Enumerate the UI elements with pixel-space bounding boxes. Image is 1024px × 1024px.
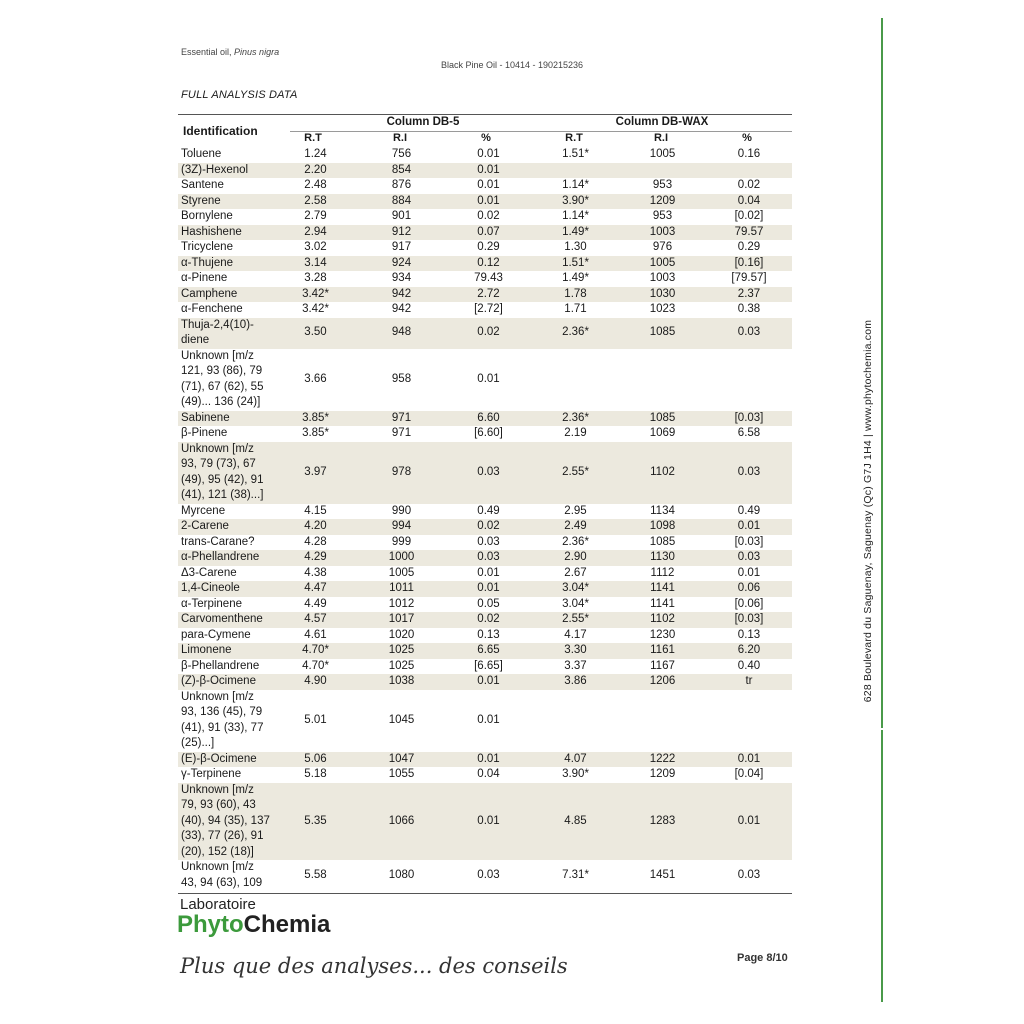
cell-pct-dbwax <box>706 349 792 411</box>
cell-rt-dbwax: 2.67 <box>564 566 587 579</box>
cell-rt-dbwax: 1.78 <box>532 287 619 303</box>
table-row <box>178 318 792 349</box>
table-row <box>178 349 792 411</box>
cell-pct-db5: 0.02 <box>445 519 532 535</box>
cell-ri-db5: 854 <box>358 163 445 179</box>
cell-rt-dbwax: 1.14* <box>562 210 589 222</box>
table-row <box>178 690 792 752</box>
cell-pct-dbwax: 0.13 <box>737 628 761 641</box>
cell-pct-dbwax: tr <box>706 674 792 690</box>
cell-pct-db5: 0.02 <box>445 612 532 628</box>
compound-name: Unknown [m/z 121, 93 (86), 79 (71), 67 (62), 55 (49)... 136 (24)] <box>181 349 264 408</box>
cell-pct-db5: 0.02 <box>445 318 532 349</box>
cell-rt-db5: 4.15 <box>304 504 327 517</box>
cell-ri-db5: 917 <box>391 241 412 253</box>
compound-name: Sabinene <box>178 411 273 427</box>
table-row <box>178 674 792 690</box>
cell-pct-db5: 0.49 <box>477 504 500 517</box>
cell-rt-db5: 5.58 <box>304 868 327 881</box>
logo-phytochemia <box>177 911 330 939</box>
compound-name: Tricyclene <box>181 241 233 253</box>
cell-pct-db5: 0.01 <box>477 148 500 160</box>
table-row <box>178 209 792 225</box>
section-title: FULL ANALYSIS DATA <box>181 89 298 101</box>
cell-ri-dbwax <box>619 690 706 752</box>
compound-name: Bornylene <box>181 210 233 222</box>
cell-pct-dbwax <box>706 163 792 179</box>
cell-ri-dbwax: 953 <box>652 210 673 222</box>
table-row <box>178 566 792 582</box>
cell-rt-dbwax: 7.31* <box>562 868 589 881</box>
cell-pct-db5: 0.01 <box>477 372 500 385</box>
cell-pct-db5: 0.29 <box>477 241 500 253</box>
cell-pct-dbwax: 0.01 <box>706 752 792 768</box>
compound-name: Thuja-2,4(10)-diene <box>178 318 273 349</box>
compound-name: Hashishene <box>178 225 273 241</box>
cell-pct-dbwax: [0.03] <box>706 411 792 427</box>
cell-rt-dbwax: 3.04* <box>562 597 589 610</box>
compound-name: (E)-β-Ocimene <box>178 752 273 768</box>
cell-ri-db5: 1045 <box>388 713 415 726</box>
cell-pct-db5: 0.05 <box>477 597 500 610</box>
sidebar-address: 628 Boulevard du Saguenay, Saguenay (Qc) G7J 1H4 | www.phytochemia.com <box>862 319 874 703</box>
cell-ri-dbwax: 976 <box>652 241 673 253</box>
cell-pct-dbwax: 0.49 <box>737 504 761 517</box>
cell-ri-dbwax: 1023 <box>649 303 676 315</box>
cell-ri-db5: 994 <box>358 519 445 535</box>
slogan: Plus que des analyses... des conseils <box>180 954 568 978</box>
cell-rt-db5: 2.20 <box>273 163 358 179</box>
cell-ri-db5: 948 <box>358 318 445 349</box>
compound-name: Δ3-Carene <box>181 566 237 579</box>
logo-laboratoire: Laboratoire <box>180 896 256 913</box>
cell-pct-db5: 0.01 <box>445 783 532 861</box>
cell-ri-db5: 876 <box>391 179 412 191</box>
cell-rt-dbwax: 2.19 <box>564 427 587 439</box>
table-row <box>178 643 792 659</box>
cell-pct-db5: 0.03 <box>445 442 532 504</box>
cell-ri-db5: 1000 <box>358 550 445 566</box>
table-row <box>178 659 792 675</box>
cell-pct-db5: 6.60 <box>445 411 532 427</box>
compound-name: trans-Carane? <box>181 535 255 548</box>
cell-rt-dbwax: 3.90* <box>532 194 619 210</box>
cell-rt-dbwax: 1.71 <box>564 303 587 315</box>
sidebar-rule-top <box>881 18 883 728</box>
cell-pct-dbwax: 0.40 <box>737 659 761 672</box>
cell-rt-dbwax: 4.85 <box>532 783 619 861</box>
cell-pct-db5: 0.01 <box>445 674 532 690</box>
cell-pct-db5: 0.01 <box>477 566 500 579</box>
cell-ri-db5: 1025 <box>358 643 445 659</box>
cell-pct-db5: 0.01 <box>477 179 500 191</box>
cell-pct-dbwax: 79.57 <box>706 225 792 241</box>
cell-rt-db5: 3.14 <box>273 256 358 272</box>
header-sample-id: Black Pine Oil - 10414 - 190215236 <box>440 60 584 70</box>
cell-pct-db5: 0.03 <box>445 550 532 566</box>
table-row <box>178 194 792 210</box>
cell-ri-db5: 1011 <box>358 581 445 597</box>
cell-rt-dbwax: 1.49* <box>562 272 589 284</box>
cell-rt-db5: 4.90 <box>273 674 358 690</box>
cell-rt-dbwax: 2.55* <box>532 612 619 628</box>
table-row <box>178 535 792 551</box>
cell-rt-db5: 4.49 <box>304 597 327 610</box>
table-row <box>178 504 792 520</box>
table-row <box>178 163 792 179</box>
cell-ri-dbwax: 1167 <box>650 659 675 672</box>
cell-ri-db5: 924 <box>358 256 445 272</box>
cell-pct-dbwax: 2.37 <box>706 287 792 303</box>
table-top-rule <box>178 114 792 115</box>
col-header-ri-dbwax: R.I <box>653 132 669 144</box>
cell-rt-db5: 3.02 <box>304 241 327 253</box>
col-header-rt-db5: R.T <box>304 132 322 144</box>
table-bottom-rule <box>178 893 792 894</box>
table-row <box>178 767 792 783</box>
cell-ri-dbwax: 1069 <box>649 427 676 439</box>
cell-rt-dbwax <box>532 163 619 179</box>
cell-ri-dbwax: 1161 <box>619 643 706 659</box>
header-species: Pinus nigra <box>234 47 280 57</box>
cell-rt-db5: 4.29 <box>273 550 358 566</box>
cell-pct-db5: 0.04 <box>477 768 500 780</box>
cell-pct-dbwax: 6.58 <box>737 427 761 439</box>
cell-ri-db5: 971 <box>391 427 412 439</box>
table-row <box>178 442 792 504</box>
cell-rt-db5: 3.97 <box>273 442 358 504</box>
cell-pct-dbwax: 0.03 <box>706 442 792 504</box>
cell-rt-db5: 4.70* <box>302 659 329 672</box>
cell-rt-db5: 5.06 <box>273 752 358 768</box>
cell-pct-db5: 0.03 <box>477 868 500 881</box>
compound-name: Myrcene <box>181 504 226 517</box>
cell-pct-db5: 0.13 <box>477 628 500 641</box>
cell-rt-db5: 2.79 <box>304 210 327 222</box>
cell-ri-dbwax: 1209 <box>649 768 676 780</box>
cell-pct-dbwax: [0.06] <box>734 597 764 610</box>
cell-pct-db5: 79.43 <box>474 272 503 284</box>
cell-ri-dbwax: 1085 <box>649 535 676 548</box>
compound-name: γ-Terpinene <box>181 768 242 780</box>
table-row <box>178 597 792 613</box>
logo-part-chemia: Chemia <box>243 911 331 938</box>
cell-ri-dbwax: 1112 <box>650 566 675 579</box>
cell-ri-db5: 1005 <box>388 566 415 579</box>
cell-ri-db5: 990 <box>391 504 412 517</box>
cell-rt-db5: 3.50 <box>273 318 358 349</box>
cell-pct-dbwax: [0.03] <box>706 612 792 628</box>
table-row <box>178 519 792 535</box>
cell-rt-db5: 3.42* <box>302 303 329 315</box>
analysis-table <box>178 147 792 891</box>
cell-ri-db5: 934 <box>391 272 412 284</box>
cell-pct-dbwax: 0.29 <box>737 241 761 253</box>
cell-rt-dbwax: 3.90* <box>562 768 589 780</box>
cell-pct-db5: 0.02 <box>477 210 500 222</box>
cell-ri-db5: 901 <box>391 210 412 222</box>
cell-pct-db5: 0.01 <box>445 581 532 597</box>
cell-pct-dbwax: [79.57] <box>731 272 767 284</box>
cell-rt-dbwax: 3.37 <box>564 659 587 672</box>
cell-rt-db5: 2.94 <box>273 225 358 241</box>
cell-rt-db5: 4.70* <box>273 643 358 659</box>
cell-pct-db5: 0.07 <box>445 225 532 241</box>
cell-rt-db5: 4.57 <box>273 612 358 628</box>
table-row <box>178 287 792 303</box>
cell-ri-db5: 1080 <box>388 868 415 881</box>
cell-pct-dbwax: 0.03 <box>706 550 792 566</box>
cell-pct-dbwax: 6.20 <box>706 643 792 659</box>
col-header-pct-db5: % <box>481 132 491 144</box>
cell-pct-dbwax: 0.01 <box>737 566 761 579</box>
cell-ri-db5: 1055 <box>388 768 415 780</box>
col-header-pct-dbwax: % <box>742 132 752 144</box>
cell-rt-db5: 4.38 <box>304 566 327 579</box>
compound-name: Styrene <box>178 194 273 210</box>
table-row <box>178 860 792 891</box>
cell-rt-db5: 2.48 <box>304 179 327 191</box>
cell-pct-dbwax: 0.06 <box>706 581 792 597</box>
cell-pct-dbwax: 0.03 <box>737 868 761 881</box>
identification-header: Identification <box>183 124 258 138</box>
cell-pct-dbwax <box>706 690 792 752</box>
cell-ri-dbwax: 1206 <box>619 674 706 690</box>
cell-pct-dbwax: [0.02] <box>734 210 764 222</box>
cell-pct-dbwax: 0.38 <box>737 303 761 315</box>
table-row <box>178 783 792 861</box>
cell-rt-db5: 3.85* <box>273 411 358 427</box>
cell-rt-dbwax: 2.36* <box>562 535 589 548</box>
cell-rt-db5: 5.01 <box>304 713 327 726</box>
cell-ri-db5: 756 <box>391 148 412 160</box>
compound-name: Unknown [m/z 93, 136 (45), 79 (41), 91 (33), 77 (25)...] <box>181 690 264 749</box>
cell-ri-dbwax: 1134 <box>650 504 675 517</box>
cell-pct-db5: 0.01 <box>477 713 500 726</box>
logo-part-to: to <box>221 911 244 938</box>
cell-rt-db5: 3.42* <box>273 287 358 303</box>
table-row <box>178 302 792 318</box>
cell-ri-dbwax: 1085 <box>619 318 706 349</box>
cell-ri-dbwax: 1005 <box>619 256 706 272</box>
cell-rt-dbwax <box>532 349 619 411</box>
cell-pct-db5: 0.01 <box>445 163 532 179</box>
cell-rt-dbwax: 4.17 <box>564 628 587 641</box>
cell-ri-db5: 1047 <box>358 752 445 768</box>
cell-pct-dbwax: 0.04 <box>706 194 792 210</box>
compound-name: Unknown [m/z 79, 93 (60), 43 (40), 94 (35), 137 (33), 77 (26), 91 (20), 152 (18)] <box>178 783 273 861</box>
cell-rt-db5: 5.18 <box>304 768 327 780</box>
cell-rt-dbwax: 3.30 <box>532 643 619 659</box>
cell-ri-dbwax: 1085 <box>619 411 706 427</box>
cell-ri-dbwax: 1222 <box>619 752 706 768</box>
cell-ri-dbwax: 1451 <box>649 868 676 881</box>
cell-ri-db5: 958 <box>391 372 412 385</box>
cell-rt-dbwax: 1.51* <box>532 256 619 272</box>
cell-rt-dbwax: 1.30 <box>564 241 587 253</box>
cell-ri-dbwax <box>619 349 706 411</box>
sidebar-rule-bottom <box>881 730 883 1002</box>
cell-pct-dbwax: 0.01 <box>706 519 792 535</box>
cell-ri-db5: 1020 <box>388 628 415 641</box>
compound-name: β-Phellandrene <box>181 659 260 672</box>
cell-ri-dbwax <box>619 163 706 179</box>
compound-name: Unknown [m/z 43, 94 (63), 109 <box>181 861 263 889</box>
cell-rt-dbwax: 2.49 <box>532 519 619 535</box>
cell-pct-dbwax: 0.01 <box>706 783 792 861</box>
cell-ri-db5: 971 <box>358 411 445 427</box>
cell-ri-dbwax: 1230 <box>649 628 676 641</box>
cell-rt-dbwax: 2.90 <box>532 550 619 566</box>
cell-pct-dbwax: [0.03] <box>734 535 764 548</box>
table-row <box>178 752 792 768</box>
cell-ri-dbwax: 1209 <box>619 194 706 210</box>
compound-name: Carvomenthene <box>178 612 273 628</box>
cell-rt-dbwax: 3.86 <box>532 674 619 690</box>
group-header-db5: Column DB-5 <box>386 116 460 128</box>
table-row <box>178 147 792 163</box>
compound-name: α-Phellandrene <box>178 550 273 566</box>
compound-name: β-Pinene <box>181 427 228 439</box>
cell-ri-dbwax: 1005 <box>649 148 676 160</box>
cell-ri-dbwax: 1102 <box>619 442 706 504</box>
cell-rt-db5: 3.28 <box>304 272 327 284</box>
table-row <box>178 240 792 256</box>
cell-ri-db5: 942 <box>358 287 445 303</box>
table-row <box>178 628 792 644</box>
cell-rt-dbwax <box>532 690 619 752</box>
compound-name: (Z)-β-Ocimene <box>178 674 273 690</box>
cell-ri-dbwax: 1141 <box>650 597 675 610</box>
compound-name: 1,4-Cineole <box>178 581 273 597</box>
cell-ri-dbwax: 1130 <box>619 550 706 566</box>
cell-rt-db5: 3.85* <box>302 427 329 439</box>
cell-rt-db5: 2.58 <box>273 194 358 210</box>
logo-part-phy: Phy <box>177 911 222 938</box>
table-row <box>178 426 792 442</box>
cell-rt-dbwax: 1.49* <box>532 225 619 241</box>
cell-pct-db5: 0.12 <box>445 256 532 272</box>
cell-ri-dbwax: 1283 <box>619 783 706 861</box>
cell-ri-dbwax: 1003 <box>619 225 706 241</box>
table-row <box>178 550 792 566</box>
cell-pct-db5: [6.60] <box>474 427 503 439</box>
cell-rt-db5: 4.47 <box>273 581 358 597</box>
cell-rt-dbwax: 2.36* <box>532 318 619 349</box>
cell-pct-dbwax: 0.02 <box>737 179 761 191</box>
cell-ri-dbwax: 953 <box>652 179 673 191</box>
col-header-ri-db5: R.I <box>392 132 408 144</box>
cell-ri-db5: 1017 <box>358 612 445 628</box>
table-row <box>178 271 792 287</box>
table-row <box>178 225 792 241</box>
col-header-rt-dbwax: R.T <box>565 132 583 144</box>
cell-ri-db5: 1038 <box>358 674 445 690</box>
cell-rt-dbwax: 4.07 <box>532 752 619 768</box>
compound-name: 2-Carene <box>178 519 273 535</box>
compound-name: α-Terpinene <box>181 597 242 610</box>
compound-name: α-Fenchene <box>181 303 243 315</box>
cell-pct-dbwax: [0.16] <box>706 256 792 272</box>
cell-rt-dbwax: 2.55* <box>532 442 619 504</box>
compound-name: Santene <box>181 179 224 191</box>
cell-pct-dbwax: [0.04] <box>734 768 764 780</box>
cell-rt-db5: 3.66 <box>304 372 327 385</box>
cell-rt-dbwax: 3.04* <box>532 581 619 597</box>
cell-pct-db5: 2.72 <box>445 287 532 303</box>
compound-name: Limonene <box>178 643 273 659</box>
page-number: Page 8/10 <box>737 952 788 964</box>
cell-rt-dbwax: 1.51* <box>562 148 589 160</box>
cell-rt-dbwax: 2.95 <box>564 504 587 517</box>
header-document-type: Essential oil, Pinus nigra <box>181 47 280 57</box>
cell-ri-db5: 1012 <box>388 597 415 610</box>
cell-ri-db5: 1025 <box>388 659 415 672</box>
cell-pct-db5: 0.01 <box>445 194 532 210</box>
compound-name: Camphene <box>178 287 273 303</box>
compound-name: (3Z)-Hexenol <box>178 163 273 179</box>
cell-ri-dbwax: 1141 <box>619 581 706 597</box>
compound-name: Unknown [m/z 93, 79 (73), 67 (49), 95 (42), 91 (41), 121 (38)...] <box>178 442 273 504</box>
cell-ri-db5: 912 <box>358 225 445 241</box>
cell-rt-dbwax: 1.14* <box>562 179 589 191</box>
cell-ri-db5: 942 <box>391 303 412 315</box>
cell-ri-dbwax: 1003 <box>649 272 676 284</box>
group-header-dbwax: Column DB-WAX <box>615 116 709 128</box>
cell-pct-db5: [6.65] <box>474 659 503 672</box>
compound-name: α-Thujene <box>178 256 273 272</box>
cell-rt-dbwax: 2.36* <box>532 411 619 427</box>
compound-name: para-Cymene <box>181 628 251 641</box>
cell-ri-db5: 999 <box>391 535 412 548</box>
cell-ri-db5: 978 <box>358 442 445 504</box>
cell-rt-db5: 1.24 <box>304 148 327 160</box>
cell-rt-db5: 4.28 <box>304 535 327 548</box>
table-row <box>178 178 792 194</box>
cell-pct-dbwax: 0.03 <box>706 318 792 349</box>
cell-pct-db5: 6.65 <box>445 643 532 659</box>
cell-ri-dbwax: 1030 <box>619 287 706 303</box>
cell-pct-db5: 0.01 <box>445 752 532 768</box>
cell-ri-db5: 884 <box>358 194 445 210</box>
cell-pct-db5: 0.03 <box>477 535 500 548</box>
table-row <box>178 256 792 272</box>
cell-rt-db5: 4.61 <box>304 628 327 641</box>
cell-rt-db5: 5.35 <box>273 783 358 861</box>
cell-ri-dbwax: 1102 <box>619 612 706 628</box>
compound-name: α-Pinene <box>181 272 228 284</box>
cell-pct-dbwax: 0.16 <box>737 148 761 160</box>
cell-ri-dbwax: 1098 <box>619 519 706 535</box>
table-row <box>178 581 792 597</box>
table-row <box>178 411 792 427</box>
table-row <box>178 612 792 628</box>
cell-rt-db5: 4.20 <box>273 519 358 535</box>
cell-pct-db5: [2.72] <box>474 303 503 315</box>
cell-ri-db5: 1066 <box>358 783 445 861</box>
compound-name: Toluene <box>181 148 222 160</box>
